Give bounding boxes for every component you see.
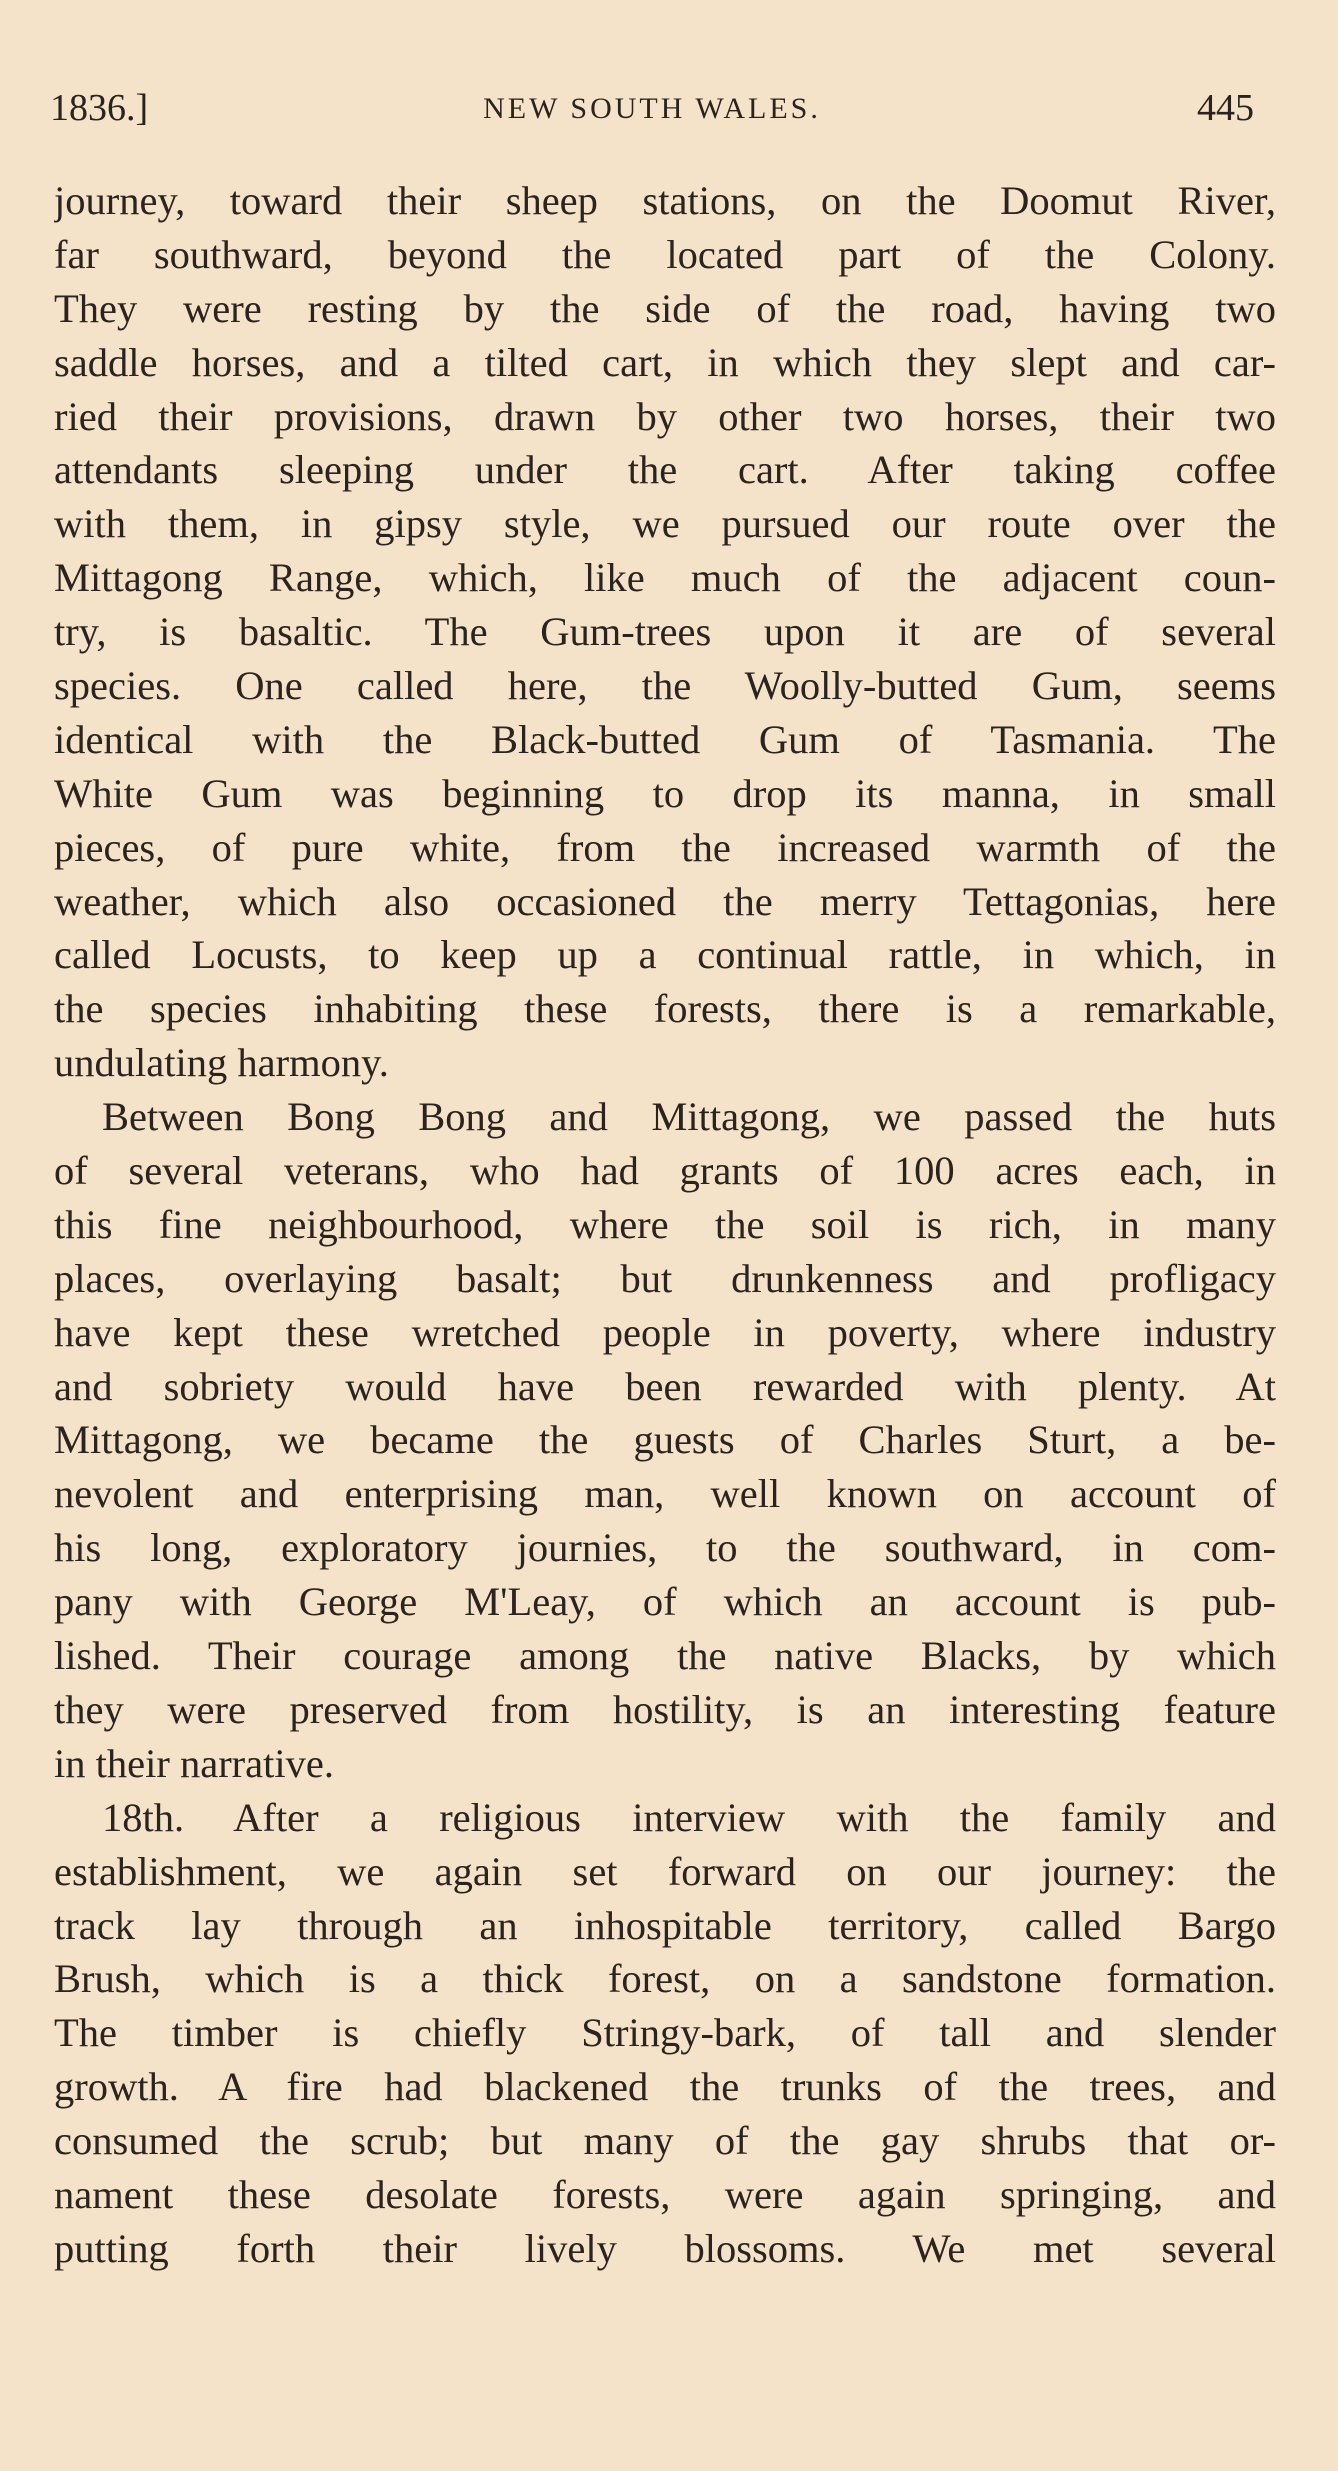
page-number: 445 xyxy=(1197,87,1254,129)
text-line: this fine neighbourhood, where the soil is rich, in many xyxy=(54,1201,1276,1247)
text-line: pieces, of pure white, from the increased warmth of the xyxy=(54,824,1276,870)
text-line: identical with the Black-butted Gum of Tasmania. The xyxy=(54,716,1276,762)
header-year: 1836.] xyxy=(50,87,149,129)
body-text xyxy=(54,174,1276,2276)
text-line: pany with George M'Leay, of which an account is pub- xyxy=(54,1579,1276,1625)
text-line: Between Bong Bong and Mittagong, we passed the huts xyxy=(102,1094,1276,1140)
text-line: track lay through an inhospitable territory, called Bargo xyxy=(54,1902,1276,1948)
text-line: The timber is chiefly Stringy-bark, of tall and slender xyxy=(54,2010,1276,2056)
text-line: the species inhabiting these forests, there is a remarkable, xyxy=(54,986,1276,1032)
text-line: with them, in gipsy style, we pursued our route over the xyxy=(54,501,1276,547)
text-line: White Gum was beginning to drop its manna, in small xyxy=(54,770,1276,816)
text-line: called Locusts, to keep up a continual rattle, in which, in xyxy=(54,932,1276,978)
text-line: journey, toward their sheep stations, on the Doomut River, xyxy=(54,178,1276,223)
text-line: and sobriety would have been rewarded with plenty. At xyxy=(54,1363,1276,1409)
text-line: Mittagong, we became the guests of Charles Sturt, a be- xyxy=(54,1417,1276,1463)
text-line: far southward, beyond the located part of the Colony. xyxy=(54,231,1276,277)
text-line: lished. Their courage among the native Blacks, by which xyxy=(54,1633,1276,1679)
text-line: of several veterans, who had grants of 100 acres each, in xyxy=(54,1148,1276,1194)
text-line: places, overlaying basalt; but drunkenness and profligacy xyxy=(54,1255,1276,1301)
text-line: in their narrative. xyxy=(54,1740,334,1786)
header-title: NEW SOUTH WALES. xyxy=(483,92,821,125)
text-line: undulating harmony. xyxy=(54,1040,389,1086)
text-line: 18th. After a religious interview with the family and xyxy=(102,1794,1276,1840)
text-line: They were resting by the side of the road, having two xyxy=(54,285,1276,331)
text-line: Brush, which is a thick forest, on a sandstone formation. xyxy=(54,1956,1276,2002)
text-line: have kept these wretched people in poverty, where industry xyxy=(54,1309,1276,1355)
text-line: species. One called here, the Woolly-butted Gum, seems xyxy=(54,663,1276,709)
text-line: attendants sleeping under the cart. After taking coffee xyxy=(54,447,1276,493)
text-line: Mittagong Range, which, like much of the adjacent coun- xyxy=(54,555,1276,601)
running-header xyxy=(50,86,1254,146)
text-line: nament these desolate forests, were again springing, and xyxy=(54,2171,1276,2217)
text-line: consumed the scrub; but many of the gay shrubs that or- xyxy=(54,2118,1276,2164)
text-line: ried their provisions, drawn by other two horses, their two xyxy=(54,393,1276,439)
text-line: they were preserved from hostility, is an interesting feature xyxy=(54,1686,1276,1732)
text-line: weather, which also occasioned the merry Tettagonias, here xyxy=(54,878,1276,924)
text-line: establishment, we again set forward on our journey: the xyxy=(54,1848,1276,1894)
text-line: try, is basaltic. The Gum-trees upon it are of several xyxy=(54,609,1276,655)
text-line: growth. A fire had blackened the trunks of the trees, and xyxy=(54,2064,1276,2110)
text-line: putting forth their lively blossoms. We met several xyxy=(54,2225,1276,2271)
text-line: his long, exploratory journies, to the southward, in com- xyxy=(54,1525,1276,1571)
text-line: nevolent and enterprising man, well known on account of xyxy=(54,1471,1276,1517)
text-line: saddle horses, and a tilted cart, in which they slept and car- xyxy=(54,339,1276,385)
